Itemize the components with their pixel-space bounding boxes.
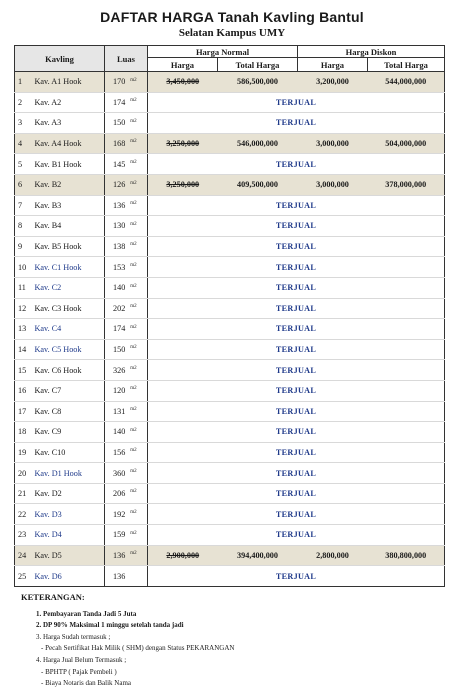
- table-row: [15, 72, 445, 93]
- table-row: [15, 174, 445, 195]
- luas-unit: m2: [130, 510, 137, 516]
- notes-list: [21, 609, 451, 690]
- table-row: [15, 463, 445, 484]
- luas-value: 206: [113, 489, 126, 499]
- kavling-name: Kav. D5: [33, 545, 105, 566]
- row-number: 5: [15, 154, 33, 175]
- kavling-name: Kav. B3: [33, 195, 105, 216]
- kavling-name: Kav. C2: [33, 277, 105, 298]
- luas-value: 174: [113, 97, 126, 107]
- luas-value: 140: [113, 427, 126, 437]
- discount-total: 544,000,000: [368, 72, 445, 93]
- normal-price: 3,450,000: [148, 72, 218, 93]
- luas-unit: m2: [130, 324, 137, 330]
- sold-status: TERJUAL: [148, 525, 445, 546]
- row-number: 4: [15, 133, 33, 154]
- row-number: 22: [15, 504, 33, 525]
- kavling-name: Kav. D4: [33, 525, 105, 546]
- luas-value: 138: [113, 242, 126, 252]
- normal-total: 409,500,000: [218, 174, 298, 195]
- row-number: 15: [15, 360, 33, 381]
- luas-value: 153: [113, 262, 126, 272]
- kavling-name: Kav. A2: [33, 92, 105, 113]
- luas-value: 150: [113, 345, 126, 355]
- row-number: 8: [15, 216, 33, 237]
- luas-unit: m2: [130, 77, 137, 83]
- table-row: [15, 257, 445, 278]
- price-table-body: [15, 72, 445, 587]
- table-row: [15, 566, 445, 587]
- row-number: 13: [15, 319, 33, 340]
- kavling-name: Kav. A4 Hook: [33, 133, 105, 154]
- normal-total: 586,500,000: [218, 72, 298, 93]
- kavling-name: Kav. C10: [33, 442, 105, 463]
- normal-price: 3,250,000: [148, 133, 218, 154]
- luas-cell: [105, 401, 148, 422]
- table-row: [15, 504, 445, 525]
- table-row: [15, 483, 445, 504]
- note-line: 1. Pembayaran Tanda Jadi 5 Juta: [36, 609, 137, 618]
- kavling-name: Kav. C4: [33, 319, 105, 340]
- luas-unit: m2: [130, 345, 137, 351]
- sold-status: TERJUAL: [148, 236, 445, 257]
- luas-cell: [105, 216, 148, 237]
- discount-total: 378,000,000: [368, 174, 445, 195]
- header-harga-diskon-price: Harga: [298, 58, 368, 72]
- row-number: 6: [15, 174, 33, 195]
- kavling-name: Kav. B1 Hook: [33, 154, 105, 175]
- kavling-name: Kav. D2: [33, 483, 105, 504]
- row-number: 17: [15, 401, 33, 422]
- row-number: 23: [15, 525, 33, 546]
- luas-value: 202: [113, 303, 126, 313]
- luas-value: 136: [113, 200, 126, 210]
- kavling-name: Kav. B4: [33, 216, 105, 237]
- luas-value: 360: [113, 468, 126, 478]
- sold-status: TERJUAL: [148, 380, 445, 401]
- page-subtitle: Selatan Kampus UMY: [178, 27, 286, 39]
- luas-cell: [105, 463, 148, 484]
- luas-cell: [105, 277, 148, 298]
- luas-cell: [105, 319, 148, 340]
- discount-total: 380,800,000: [368, 545, 445, 566]
- luas-unit: m2: [130, 365, 137, 371]
- table-row: [15, 401, 445, 422]
- normal-price: 3,250,000: [148, 174, 218, 195]
- luas-cell: [105, 92, 148, 113]
- luas-unit: m2: [130, 530, 137, 536]
- luas-value: 131: [113, 406, 126, 416]
- kavling-name: Kav. B5 Hook: [33, 236, 105, 257]
- header-harga-normal: Harga Normal: [148, 46, 298, 58]
- sold-status: TERJUAL: [148, 257, 445, 278]
- luas-unit: m2: [130, 489, 137, 495]
- kavling-name: Kav. D1 Hook: [33, 463, 105, 484]
- luas-cell: [105, 195, 148, 216]
- table-row: [15, 154, 445, 175]
- kavling-name: Kav. C5 Hook: [33, 339, 105, 360]
- table-row: [15, 195, 445, 216]
- discount-price: 2,800,000: [298, 545, 368, 566]
- note-line: - Biaya Notaris dan Balik Nama: [41, 679, 132, 688]
- normal-total: 546,000,000: [218, 133, 298, 154]
- discount-price: 3,000,000: [298, 133, 368, 154]
- sold-status: TERJUAL: [148, 277, 445, 298]
- sold-status: TERJUAL: [148, 504, 445, 525]
- normal-total: 394,400,000: [218, 545, 298, 566]
- sold-status: TERJUAL: [148, 113, 445, 134]
- header-harga-diskon: Harga Diskon: [298, 46, 445, 58]
- luas-unit: m2: [130, 159, 137, 165]
- luas-cell: [105, 380, 148, 401]
- note-line: 4. Harga Jual Belum Termasuk ;: [36, 655, 127, 664]
- sold-status: TERJUAL: [148, 566, 445, 587]
- sold-status: TERJUAL: [148, 442, 445, 463]
- notes-heading: KETERANGAN:: [21, 592, 85, 602]
- kavling-name: Kav. B2: [33, 174, 105, 195]
- luas-value: 159: [113, 530, 126, 540]
- luas-unit: m2: [130, 283, 137, 289]
- table-row: [15, 236, 445, 257]
- kavling-name: Kav. D3: [33, 504, 105, 525]
- row-number: 21: [15, 483, 33, 504]
- row-number: 3: [15, 113, 33, 134]
- price-table: [14, 45, 445, 587]
- luas-cell: [105, 133, 148, 154]
- sold-status: TERJUAL: [148, 483, 445, 504]
- sold-status: TERJUAL: [148, 401, 445, 422]
- luas-cell: [105, 339, 148, 360]
- sold-status: TERJUAL: [148, 422, 445, 443]
- luas-value: 120: [113, 386, 126, 396]
- luas-value: 130: [113, 221, 126, 231]
- table-row: [15, 442, 445, 463]
- luas-unit: m2: [130, 221, 137, 227]
- table-row: [15, 422, 445, 443]
- luas-cell: [105, 174, 148, 195]
- luas-value: 136: [113, 550, 126, 560]
- luas-unit: m2: [130, 242, 137, 248]
- kavling-name: Kav. C6 Hook: [33, 360, 105, 381]
- table-row: [15, 92, 445, 113]
- luas-value: 140: [113, 283, 126, 293]
- kavling-name: Kav. A1 Hook: [33, 72, 105, 93]
- luas-value: 150: [113, 118, 126, 128]
- sold-status: TERJUAL: [148, 154, 445, 175]
- luas-cell: [105, 566, 148, 587]
- page-title: DAFTAR HARGA Tanah Kavling Bantul: [100, 9, 364, 25]
- luas-unit: m2: [130, 551, 137, 557]
- luas-value: 145: [113, 159, 126, 169]
- notes-section: [21, 592, 451, 690]
- luas-value: 126: [113, 180, 126, 190]
- luas-unit: m2: [130, 448, 137, 454]
- kavling-name: Kav. C1 Hook: [33, 257, 105, 278]
- row-number: 9: [15, 236, 33, 257]
- luas-cell: [105, 442, 148, 463]
- luas-unit: m2: [130, 180, 137, 186]
- header-kavling: Kavling: [15, 46, 105, 72]
- row-number: 12: [15, 298, 33, 319]
- row-number: 11: [15, 277, 33, 298]
- kavling-name: Kav. C9: [33, 422, 105, 443]
- table-row: [15, 525, 445, 546]
- luas-cell: [105, 154, 148, 175]
- luas-unit: m2: [130, 468, 137, 474]
- luas-value: 168: [113, 139, 126, 149]
- luas-unit: m2: [130, 262, 137, 268]
- luas-value: 156: [113, 447, 126, 457]
- sold-status: TERJUAL: [148, 463, 445, 484]
- table-row: [15, 339, 445, 360]
- kavling-name: Kav. A3: [33, 113, 105, 134]
- row-number: 2: [15, 92, 33, 113]
- row-number: 7: [15, 195, 33, 216]
- table-row: [15, 380, 445, 401]
- luas-cell: [105, 236, 148, 257]
- header-luas: Luas: [105, 46, 148, 72]
- luas-unit: m2: [130, 427, 137, 433]
- header-harga-normal-price: Harga: [148, 58, 218, 72]
- table-row: [15, 319, 445, 340]
- note-line: 3. Harga Sudah termasuk ;: [36, 632, 111, 641]
- sold-status: TERJUAL: [148, 298, 445, 319]
- luas-unit: m2: [130, 118, 137, 124]
- kavling-name: Kav. D6: [33, 566, 105, 587]
- table-row: [15, 113, 445, 134]
- sold-status: TERJUAL: [148, 319, 445, 340]
- table-row: [15, 277, 445, 298]
- luas-unit: m2: [130, 304, 137, 310]
- table-row: [15, 298, 445, 319]
- luas-unit: m2: [130, 407, 137, 413]
- luas-cell: [105, 113, 148, 134]
- discount-total: 504,000,000: [368, 133, 445, 154]
- luas-unit: m2: [130, 98, 137, 104]
- sold-status: TERJUAL: [148, 195, 445, 216]
- note-line: 2. DP 90% Maksimal 1 minggu setelah tanda jadi: [36, 621, 184, 630]
- luas-value: 136: [113, 571, 126, 581]
- row-number: 19: [15, 442, 33, 463]
- luas-value: 174: [113, 324, 126, 334]
- row-number: 25: [15, 566, 33, 587]
- row-number: 16: [15, 380, 33, 401]
- luas-unit: m2: [130, 386, 137, 392]
- sold-status: TERJUAL: [148, 339, 445, 360]
- luas-cell: [105, 298, 148, 319]
- sold-status: TERJUAL: [148, 216, 445, 237]
- note-line: - Pecah Sertifikat Hak Milik ( SHM) dengan Status PEKARANGAN: [41, 644, 235, 653]
- row-number: 14: [15, 339, 33, 360]
- table-row: [15, 133, 445, 154]
- luas-cell: [105, 360, 148, 381]
- luas-value: 170: [113, 77, 126, 87]
- discount-price: 3,200,000: [298, 72, 368, 93]
- row-number: 10: [15, 257, 33, 278]
- header-harga-normal-total: Total Harga: [218, 58, 298, 72]
- row-number: 1: [15, 72, 33, 93]
- row-number: 20: [15, 463, 33, 484]
- table-row: [15, 545, 445, 566]
- luas-cell: [105, 545, 148, 566]
- luas-cell: [105, 525, 148, 546]
- header-harga-diskon-total: Total Harga: [368, 58, 445, 72]
- luas-value: 326: [113, 365, 126, 375]
- sold-status: TERJUAL: [148, 360, 445, 381]
- sold-status: TERJUAL: [148, 92, 445, 113]
- note-line: - BPHTP ( Pajak Pembeli ): [41, 667, 117, 676]
- luas-unit: m2: [130, 139, 137, 145]
- row-number: 24: [15, 545, 33, 566]
- kavling-name: Kav. C7: [33, 380, 105, 401]
- luas-value: 192: [113, 509, 126, 519]
- luas-unit: m2: [130, 201, 137, 207]
- table-row: [15, 360, 445, 381]
- luas-cell: [105, 72, 148, 93]
- discount-price: 3,000,000: [298, 174, 368, 195]
- table-row: [15, 216, 445, 237]
- kavling-name: Kav. C3 Hook: [33, 298, 105, 319]
- luas-cell: [105, 483, 148, 504]
- luas-cell: [105, 504, 148, 525]
- luas-cell: [105, 257, 148, 278]
- kavling-name: Kav. C8: [33, 401, 105, 422]
- normal-price: 2,900,000: [148, 545, 218, 566]
- row-number: 18: [15, 422, 33, 443]
- luas-cell: [105, 422, 148, 443]
